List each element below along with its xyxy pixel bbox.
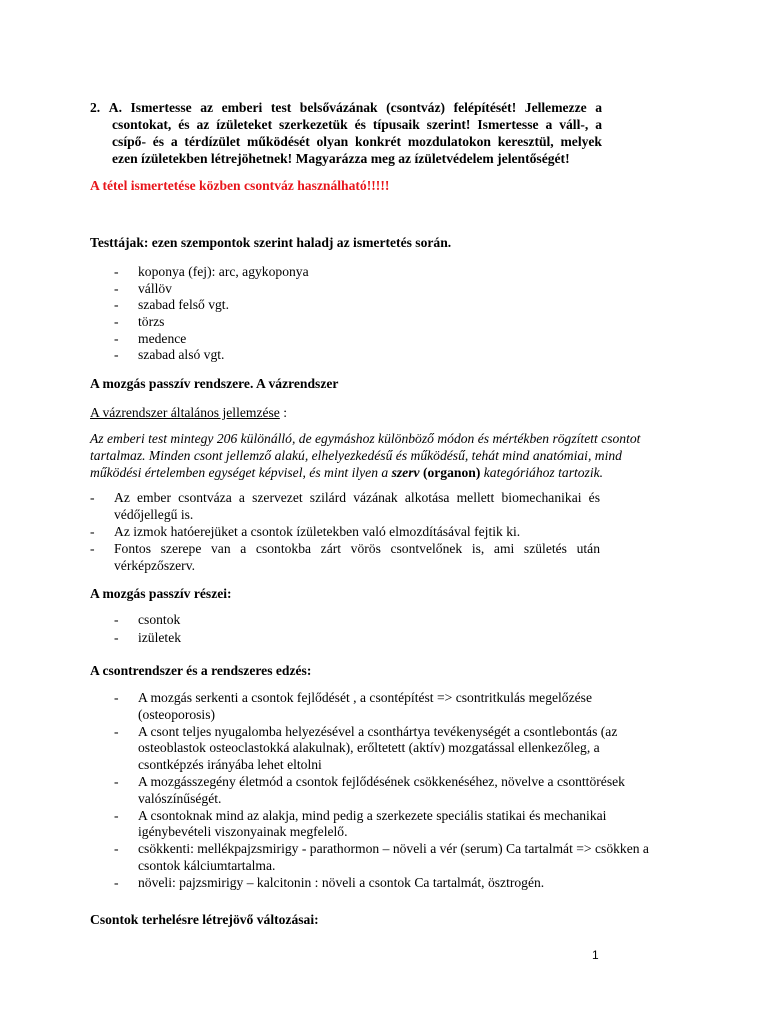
warning-text: A tétel ismertetése közben csontváz használható!!!!! (90, 178, 390, 193)
list-item: - csontok (114, 612, 181, 627)
list-item: - törzs (114, 314, 165, 330)
list-item: - izületek (114, 630, 182, 645)
list-item: - Fontos szerepe van a csontokba zárt vörös csontvelőnek is, ami születés után vérképzőszerv. (90, 541, 600, 573)
training-bullets (114, 690, 694, 892)
list-item: - A csont teljes nyugalomba helyezésével a csonthártya tevékenységét a csontlebontás (az osteoblastok osteoclastokká alakulnak), erőltetett (aktív) mozgatással ellenkezőleg, a csontképzés irányába lehet eltolni (114, 723, 618, 773)
general-paragraph: Az emberi test mintegy 206 különálló, de egymáshoz különböző módon és mértékben rögzített csontot tartalmaz. Minden csont jellemző alakú, elhelyezkedésű és működésű, tehát mind anatómiai, mind működési értelemben egységet képvisel, és mint ilyen a szerv (organon) kategóriához tartozik. (90, 431, 641, 480)
list-item: - A mozgásszegény életmód a csontok fejlődésének csökkenéséhez, növelve a csonttörések valószínűségét. (114, 773, 625, 806)
list-item: - növeli: pajzsmirigy – kalcitonin : növeli a csontok Ca tartalmát, ösztrogén. (114, 874, 545, 890)
list-item: - csökkenti: mellékpajzsmirigy - parathormon – növeli a vér (serum) Ca tartalmát => csökken a csontok kálciumtartalma. (114, 841, 649, 873)
list-item: - vállöv (114, 280, 172, 296)
section-heading-passive-parts: A mozgás passzív részei: (90, 586, 232, 601)
list-item: - Az ember csontváza a szervezet szilárd vázának alkotása mellett biomechanikai és védőjellegű is. (90, 490, 600, 522)
outline-heading: Testtájak: ezen szempontok szerint haladj az ismertetés során. (90, 235, 452, 250)
outline-list (114, 264, 514, 364)
task-number: 2. (90, 100, 101, 115)
list-item: - A csontoknak mind az alakja, mind pedig a szerkezete speciális statikai és mechanikai igénybevételi viszonyainak megfelelő. (114, 807, 607, 840)
task-line-2: csontokat, és az ízületeket szerkezetük és típusaik szerint! Ismertesse a váll-, a (112, 117, 602, 132)
passive-parts-list (114, 612, 414, 648)
list-item: - szabad felső vgt. (114, 297, 229, 313)
subheading-general: A vázrendszer általános jellemzése : (90, 405, 288, 420)
task-line-3: csípő- és a térdízület működését olyan konkrét mozdulatokon keresztül, melyek (112, 134, 602, 149)
list-item: - A mozgás serkenti a csontok fejlődését , a csontépítést => csontritkulás megelőzése (osteoporosis) (114, 690, 592, 722)
list-item: - szabad alsó vgt. (114, 347, 225, 363)
task-line-4: ezen ízületekben létrejöhetnek! Magyarázza meg az ízületvédelem jelentőségét! (112, 151, 570, 166)
general-bullets (90, 490, 600, 575)
task-statement (90, 100, 602, 168)
list-item: - koponya (fej): arc, agykoponya (114, 264, 309, 279)
list-item: - Az izmok hatóerejüket a csontok ízületekben való elmozdításával fejtik ki. (90, 524, 521, 539)
list-item: - medence (114, 330, 187, 346)
task-line-1: A. Ismertesse az emberi test belsővázának (csontváz) felépítését! Jellemezze a (108, 100, 602, 115)
section-heading-load-changes: Csontok terhelésre létrejövő változásai: (90, 912, 319, 927)
section-heading-skeleton: A mozgás passzív rendszere. A vázrendszer (90, 376, 339, 391)
section-heading-training: A csontrendszer és a rendszeres edzés: (90, 663, 312, 678)
page-number: 1 (592, 948, 599, 962)
